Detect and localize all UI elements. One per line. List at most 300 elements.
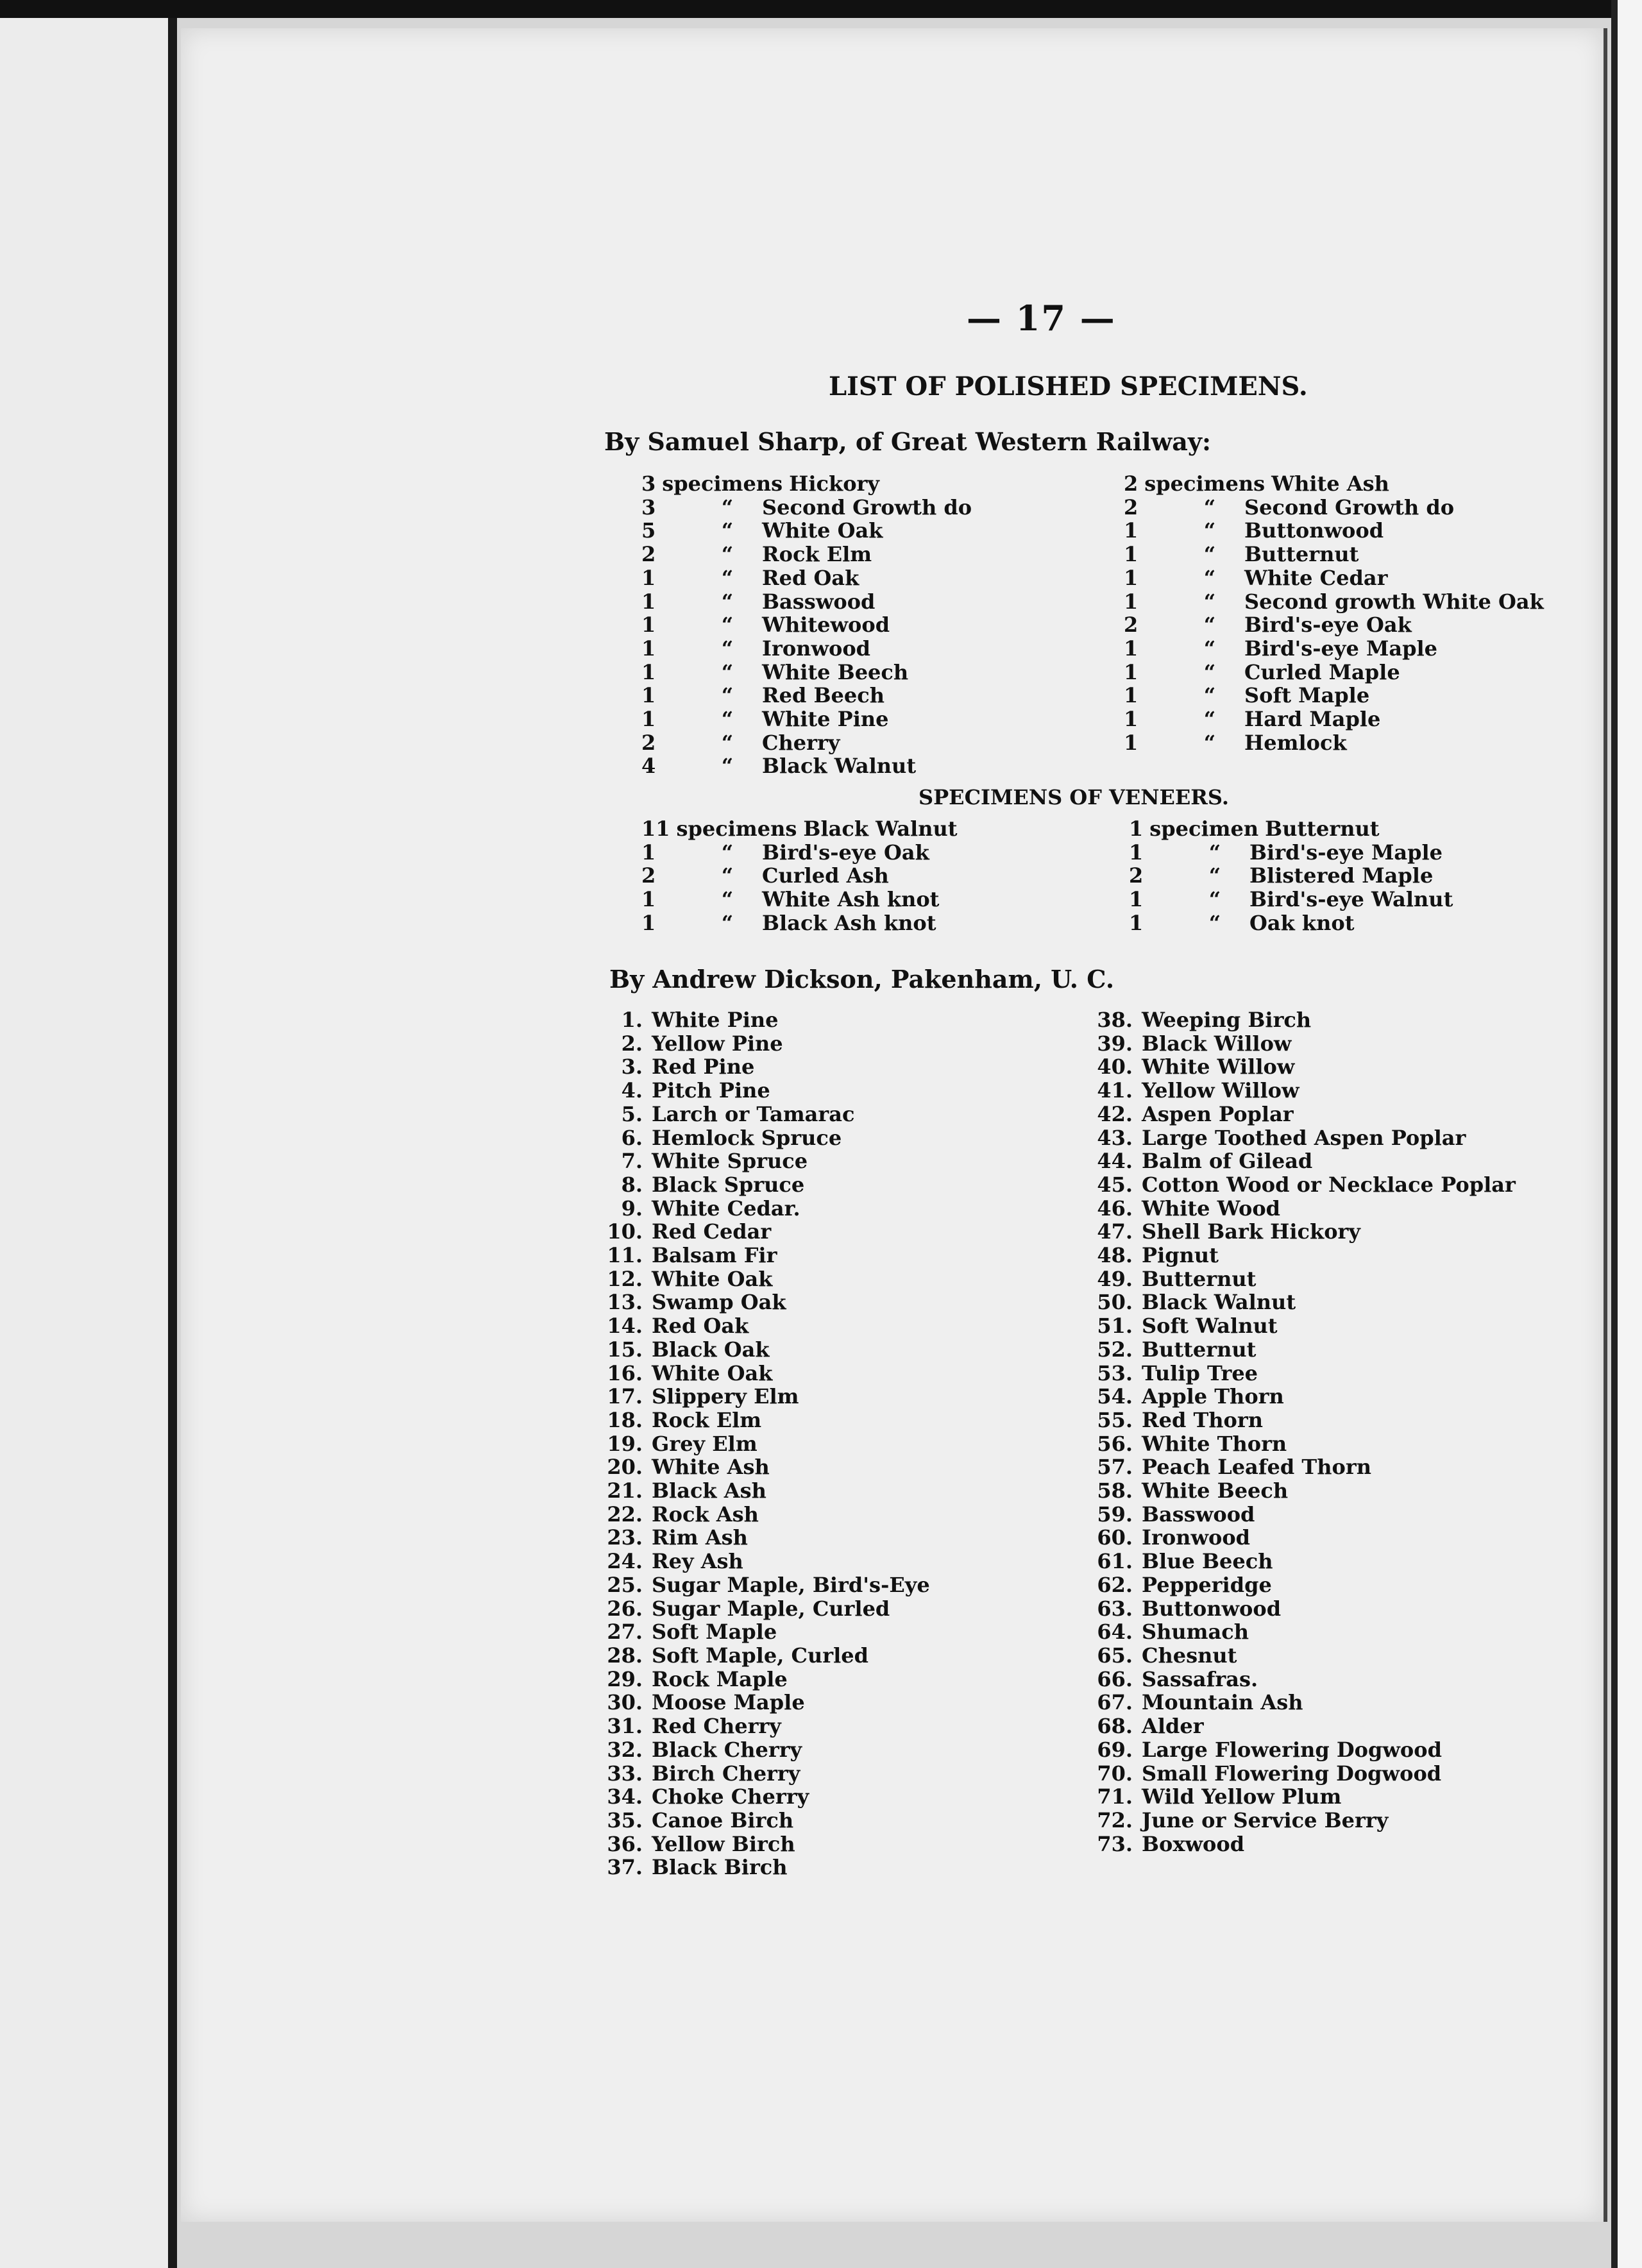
item-number: 61.: [1097, 1549, 1133, 1574]
list-item: [1079, 1503, 1516, 1527]
list-item: [641, 707, 972, 731]
list-item: [591, 1103, 930, 1126]
item-name: Curled Maple: [1244, 659, 1400, 684]
item-name: Bird's-eye Walnut: [1249, 887, 1453, 912]
list-item: [1079, 1338, 1516, 1362]
item-name: Red Cedar: [652, 1219, 772, 1244]
item-name: Butternut: [1142, 1266, 1257, 1291]
list-item: [1079, 1597, 1516, 1621]
list-item: [1079, 1291, 1516, 1314]
list-item: [591, 1526, 930, 1550]
list-item: [1124, 566, 1544, 590]
item-number: 46.: [1097, 1196, 1133, 1221]
item-name: Bird's-eye Oak: [762, 840, 929, 865]
item-name: Yellow Pine: [652, 1031, 783, 1056]
item-name: Chesnut: [1142, 1643, 1237, 1668]
item-number: 23.: [607, 1525, 643, 1550]
item-name: Bird's-eye Maple: [1249, 840, 1443, 865]
item-name: Black Ash knot: [762, 910, 936, 935]
list-item: [1079, 1149, 1516, 1173]
list-item: [1124, 590, 1544, 614]
item-name: Black Cherry: [652, 1737, 802, 1762]
item-number: 16.: [607, 1360, 643, 1385]
item-quantity: 1: [641, 565, 656, 590]
item-number: 48.: [1097, 1243, 1133, 1268]
item-number: 55.: [1097, 1407, 1133, 1432]
item-unit: “: [1203, 589, 1216, 614]
list-item: [591, 1032, 930, 1056]
list-item: [591, 1714, 930, 1738]
list-item: [641, 637, 972, 661]
list-item: [1129, 888, 1453, 911]
item-quantity: 1: [641, 683, 656, 708]
document-page: [181, 28, 1607, 2222]
item-number: 26.: [607, 1596, 643, 1621]
item-number: 41.: [1097, 1078, 1133, 1103]
item-unit: “: [721, 518, 734, 543]
list-item: [1079, 1809, 1516, 1832]
list-item: [1124, 661, 1544, 684]
item-number: 17.: [607, 1384, 643, 1409]
dickson-list-right: [1079, 1008, 1516, 1856]
list-item: [591, 1267, 930, 1291]
item-number: 39.: [1097, 1031, 1133, 1056]
list-item: [641, 661, 972, 684]
item-unit: “: [721, 887, 734, 912]
list-item: [591, 1197, 930, 1221]
item-number: 33.: [607, 1761, 643, 1786]
item-name: Rock Ash: [652, 1502, 759, 1527]
item-quantity: 1: [1124, 565, 1138, 590]
item-number: 49.: [1097, 1266, 1133, 1291]
item-name: Swamp Oak: [652, 1290, 786, 1315]
item-name: Soft Maple, Curled: [652, 1643, 868, 1668]
item-name: Sassafras.: [1142, 1666, 1258, 1691]
item-name: Yellow Willow: [1142, 1078, 1299, 1103]
item-name: Bird's-eye Maple: [1244, 636, 1438, 661]
list-item: [591, 1762, 930, 1786]
item-name: Red Oak: [762, 565, 859, 590]
item-number: 22.: [607, 1502, 643, 1527]
item-unit: specimens: [676, 817, 797, 841]
item-name: Black Birch: [652, 1855, 788, 1880]
item-number: 31.: [607, 1714, 643, 1739]
item-name: Soft Maple: [652, 1620, 777, 1645]
item-name: Hard Maple: [1244, 707, 1381, 732]
item-quantity: 1: [641, 840, 656, 865]
item-unit: “: [721, 542, 734, 567]
list-item: [1124, 684, 1544, 707]
list-item: [1079, 1385, 1516, 1409]
item-name: Balsam Fir: [652, 1243, 777, 1268]
item-name: Alder: [1142, 1714, 1204, 1739]
item-name: Butternut: [1244, 542, 1359, 567]
list-item: [591, 1291, 930, 1314]
item-name: Ironwood: [762, 636, 871, 661]
list-item: [1079, 1714, 1516, 1738]
item-name: Red Cherry: [652, 1714, 781, 1739]
item-name: Boxwood: [1142, 1831, 1245, 1856]
item-number: 20.: [607, 1455, 643, 1480]
item-quantity: 3: [641, 471, 656, 496]
item-name: Red Pine: [652, 1054, 755, 1079]
item-number: 68.: [1097, 1714, 1133, 1739]
item-unit: “: [1203, 636, 1216, 661]
item-number: 40.: [1097, 1054, 1133, 1079]
list-item: [591, 1149, 930, 1173]
list-item: [1129, 841, 1453, 865]
list-item: [591, 1809, 930, 1832]
list-item: [1124, 472, 1544, 496]
item-unit: “: [1203, 683, 1216, 708]
item-number: 56.: [1097, 1431, 1133, 1456]
item-quantity: 1: [1124, 730, 1138, 755]
item-name: Tulip Tree: [1142, 1360, 1258, 1385]
item-unit: “: [1203, 730, 1216, 755]
item-number: 32.: [607, 1737, 643, 1762]
item-name: Choke Cherry: [652, 1784, 809, 1809]
item-name: Black Walnut: [1142, 1290, 1296, 1315]
scan-frame-right: [1611, 0, 1642, 2268]
item-number: 15.: [607, 1337, 643, 1362]
item-unit: “: [721, 754, 734, 779]
item-name: Pepperidge: [1142, 1572, 1272, 1597]
list-item: [1079, 1314, 1516, 1338]
sharp-list-left: [641, 472, 972, 778]
item-name: White Willow: [1142, 1054, 1295, 1079]
list-item: [641, 472, 972, 496]
list-item: [1124, 637, 1544, 661]
list-item: [1079, 1197, 1516, 1221]
list-item: [641, 684, 972, 707]
item-unit: “: [721, 589, 734, 614]
list-item: [1124, 731, 1544, 755]
item-name: Balm of Gilead: [1142, 1149, 1313, 1174]
item-number: 54.: [1097, 1384, 1133, 1409]
item-quantity: 1: [641, 659, 656, 684]
item-name: White Oak: [762, 518, 883, 543]
list-item: [1079, 1550, 1516, 1573]
list-item: [591, 1856, 930, 1879]
item-name: White Oak: [652, 1360, 773, 1385]
item-name: Birch Cherry: [652, 1761, 800, 1786]
item-quantity: 2: [1124, 495, 1138, 520]
list-item: [641, 613, 972, 637]
item-number: 18.: [607, 1407, 643, 1432]
list-item: [591, 1620, 930, 1644]
list-item: [591, 1362, 930, 1385]
item-name: Wild Yellow Plum: [1142, 1784, 1342, 1809]
list-item: [1079, 1738, 1516, 1762]
item-unit: “: [1203, 707, 1216, 732]
item-name: Weeping Birch: [1142, 1008, 1312, 1032]
sharp-list-right: [1124, 472, 1544, 754]
item-quantity: 1: [1129, 910, 1144, 935]
item-number: 73.: [1097, 1831, 1133, 1856]
item-unit: specimens: [1144, 471, 1265, 496]
item-name: Ironwood: [1142, 1525, 1251, 1550]
item-name: Shumach: [1142, 1620, 1249, 1645]
item-number: 35.: [607, 1807, 643, 1832]
item-number: 14.: [607, 1314, 643, 1339]
item-quantity: 2: [1129, 863, 1144, 888]
item-number: 28.: [607, 1643, 643, 1668]
item-name: Soft Maple: [1244, 683, 1370, 708]
list-item: [641, 731, 972, 755]
item-name: Basswood: [762, 589, 876, 614]
item-unit: “: [1208, 863, 1221, 888]
list-item: [591, 1668, 930, 1691]
item-number: 57.: [1097, 1455, 1133, 1480]
item-quantity: 1: [641, 613, 656, 638]
item-quantity: 5: [641, 518, 656, 543]
item-name: Aspen Poplar: [1142, 1101, 1294, 1126]
item-unit: specimen: [1149, 817, 1259, 841]
item-name: Black Willow: [1142, 1031, 1292, 1056]
list-item: [1079, 1079, 1516, 1103]
dickson-list-left: [591, 1008, 930, 1879]
page-number: — 17 —: [967, 298, 1116, 339]
item-number: 71.: [1097, 1784, 1133, 1809]
list-item: [641, 566, 972, 590]
list-item: [1124, 496, 1544, 520]
item-quantity: 1: [1124, 636, 1138, 661]
item-name: Grey Elm: [652, 1431, 758, 1456]
item-name: Slippery Elm: [652, 1384, 799, 1409]
item-name: White Beech: [762, 659, 909, 684]
item-number: 2.: [621, 1031, 643, 1056]
list-item: [1079, 1267, 1516, 1291]
facing-page-edge: [0, 18, 172, 2268]
section-heading-dickson: By Andrew Dickson, Pakenham, U. C.: [609, 965, 1115, 994]
item-name: Oak knot: [1249, 910, 1355, 935]
item-name: Blistered Maple: [1249, 863, 1434, 888]
item-number: 27.: [607, 1620, 643, 1645]
item-number: 3.: [621, 1054, 643, 1079]
list-item: [591, 1008, 930, 1032]
list-item: [591, 1691, 930, 1714]
page-title: LIST OF POLISHED SPECIMENS.: [829, 371, 1308, 402]
item-name: Sugar Maple, Curled: [652, 1596, 890, 1621]
item-quantity: 2: [641, 863, 656, 888]
item-name: White Spruce: [652, 1149, 808, 1174]
item-unit: “: [721, 730, 734, 755]
item-name: Bird's-eye Oak: [1244, 613, 1412, 638]
item-unit: “: [1203, 659, 1216, 684]
item-name: Hickory: [789, 471, 879, 496]
item-name: Hemlock: [1244, 730, 1347, 755]
item-name: White Thorn: [1142, 1431, 1287, 1456]
item-name: Apple Thorn: [1142, 1384, 1284, 1409]
list-item: [1079, 1785, 1516, 1809]
item-quantity: 1: [1124, 542, 1138, 567]
item-number: 50.: [1097, 1290, 1133, 1315]
list-item: [1079, 1455, 1516, 1479]
list-item: [641, 496, 972, 520]
list-item: [1129, 817, 1453, 841]
item-quantity: 1: [1129, 840, 1144, 865]
item-name: White Beech: [1142, 1478, 1289, 1503]
item-quantity: 2: [1124, 613, 1138, 638]
item-quantity: 1: [641, 887, 656, 912]
item-number: 12.: [607, 1266, 643, 1291]
list-item: [641, 519, 972, 543]
item-unit: “: [721, 495, 734, 520]
list-item: [1079, 1573, 1516, 1597]
list-item: [591, 1644, 930, 1668]
item-quantity: 2: [1124, 471, 1138, 496]
item-name: White Ash: [1271, 471, 1389, 496]
scan-frame-top: [0, 0, 1642, 18]
list-item: [641, 911, 958, 935]
item-unit: “: [721, 863, 734, 888]
item-quantity: 1: [1129, 817, 1144, 841]
item-quantity: 1: [1124, 707, 1138, 732]
item-quantity: 1: [1124, 518, 1138, 543]
item-name: Moose Maple: [652, 1690, 805, 1715]
item-name: Sugar Maple, Bird's-Eye: [652, 1572, 930, 1597]
list-item: [591, 1314, 930, 1338]
list-item: [591, 1385, 930, 1409]
item-name: Shell Bark Hickory: [1142, 1219, 1360, 1244]
list-item: [591, 1079, 930, 1103]
item-number: 72.: [1097, 1807, 1133, 1832]
veneers-list-right: [1129, 817, 1453, 935]
list-item: [1079, 1691, 1516, 1714]
list-item: [1079, 1432, 1516, 1456]
list-item: [1124, 519, 1544, 543]
binding-gutter: [168, 18, 177, 2268]
item-number: 66.: [1097, 1666, 1133, 1691]
item-number: 34.: [607, 1784, 643, 1809]
item-unit: “: [1203, 565, 1216, 590]
veneers-heading: SPECIMENS OF VENEERS.: [918, 785, 1229, 809]
item-number: 64.: [1097, 1620, 1133, 1645]
item-unit: “: [721, 707, 734, 732]
item-name: Basswood: [1142, 1502, 1255, 1527]
list-item: [1079, 1832, 1516, 1856]
item-number: 63.: [1097, 1596, 1133, 1621]
list-item: [1129, 864, 1453, 888]
item-unit: “: [721, 659, 734, 684]
item-number: 44.: [1097, 1149, 1133, 1174]
item-number: 25.: [607, 1572, 643, 1597]
item-name: Second growth White Oak: [1244, 589, 1544, 614]
item-number: 8.: [621, 1172, 643, 1197]
item-number: 51.: [1097, 1314, 1133, 1339]
list-item: [641, 841, 958, 865]
item-name: Mountain Ash: [1142, 1690, 1303, 1715]
item-name: White Cedar.: [652, 1196, 800, 1221]
list-item: [591, 1173, 930, 1197]
item-name: Rock Maple: [652, 1666, 788, 1691]
item-name: June or Service Berry: [1142, 1807, 1389, 1832]
item-number: 38.: [1097, 1008, 1133, 1032]
list-item: [1079, 1362, 1516, 1385]
item-number: 21.: [607, 1478, 643, 1503]
item-number: 37.: [607, 1855, 643, 1880]
item-name: Whitewood: [762, 613, 890, 638]
list-item: [1079, 1762, 1516, 1786]
list-item: [1079, 1220, 1516, 1244]
list-item: [1079, 1409, 1516, 1432]
item-quantity: 1: [641, 910, 656, 935]
item-quantity: 1: [641, 707, 656, 732]
list-item: [1079, 1126, 1516, 1150]
item-name: Cotton Wood or Necklace Poplar: [1142, 1172, 1516, 1197]
item-name: White Ash: [652, 1455, 770, 1480]
item-name: White Cedar: [1244, 565, 1388, 590]
veneers-list-left: [641, 817, 958, 935]
item-name: White Wood: [1142, 1196, 1281, 1221]
item-quantity: 4: [641, 754, 656, 779]
list-item: [591, 1220, 930, 1244]
item-name: White Ash knot: [762, 887, 940, 912]
list-item: [591, 1126, 930, 1150]
list-item: [641, 888, 958, 911]
list-item: [591, 1244, 930, 1267]
list-item: [641, 590, 972, 614]
item-name: Rey Ash: [652, 1549, 743, 1574]
list-item: [1079, 1103, 1516, 1126]
item-name: Rim Ash: [652, 1525, 748, 1550]
list-item: [641, 754, 972, 778]
list-item: [591, 1409, 930, 1432]
item-name: Larch or Tamarac: [652, 1101, 855, 1126]
list-item: [591, 1432, 930, 1456]
item-unit: “: [1208, 840, 1221, 865]
item-quantity: 2: [641, 542, 656, 567]
item-number: 24.: [607, 1549, 643, 1574]
item-unit: “: [721, 683, 734, 708]
item-number: 7.: [621, 1149, 643, 1174]
list-item: [591, 1479, 930, 1503]
list-item: [591, 1503, 930, 1527]
item-number: 43.: [1097, 1125, 1133, 1150]
list-item: [641, 817, 958, 841]
item-number: 9.: [621, 1196, 643, 1221]
item-name: Black Walnut: [803, 817, 958, 841]
item-unit: “: [1208, 887, 1221, 912]
item-number: 36.: [607, 1831, 643, 1856]
list-item: [1124, 543, 1544, 566]
item-quantity: 1: [641, 636, 656, 661]
item-number: 52.: [1097, 1337, 1133, 1362]
list-item: [1079, 1526, 1516, 1550]
item-name: Soft Walnut: [1142, 1314, 1278, 1339]
item-unit: “: [721, 613, 734, 638]
item-name: Pignut: [1142, 1243, 1219, 1268]
item-name: Large Toothed Aspen Poplar: [1142, 1125, 1466, 1150]
item-unit: “: [1208, 910, 1221, 935]
list-item: [591, 1597, 930, 1621]
item-quantity: 1: [641, 589, 656, 614]
item-name: Second Growth do: [1244, 495, 1455, 520]
item-unit: “: [1203, 495, 1216, 520]
item-name: Yellow Birch: [652, 1831, 795, 1856]
item-unit: “: [1203, 518, 1216, 543]
item-name: Rock Elm: [762, 542, 872, 567]
item-unit: “: [721, 910, 734, 935]
item-unit: “: [1203, 542, 1216, 567]
item-number: 10.: [607, 1219, 643, 1244]
item-number: 30.: [607, 1690, 643, 1715]
item-number: 70.: [1097, 1761, 1133, 1786]
item-unit: “: [721, 636, 734, 661]
item-name: Second Growth do: [762, 495, 972, 520]
item-number: 62.: [1097, 1572, 1133, 1597]
list-item: [1079, 1620, 1516, 1644]
